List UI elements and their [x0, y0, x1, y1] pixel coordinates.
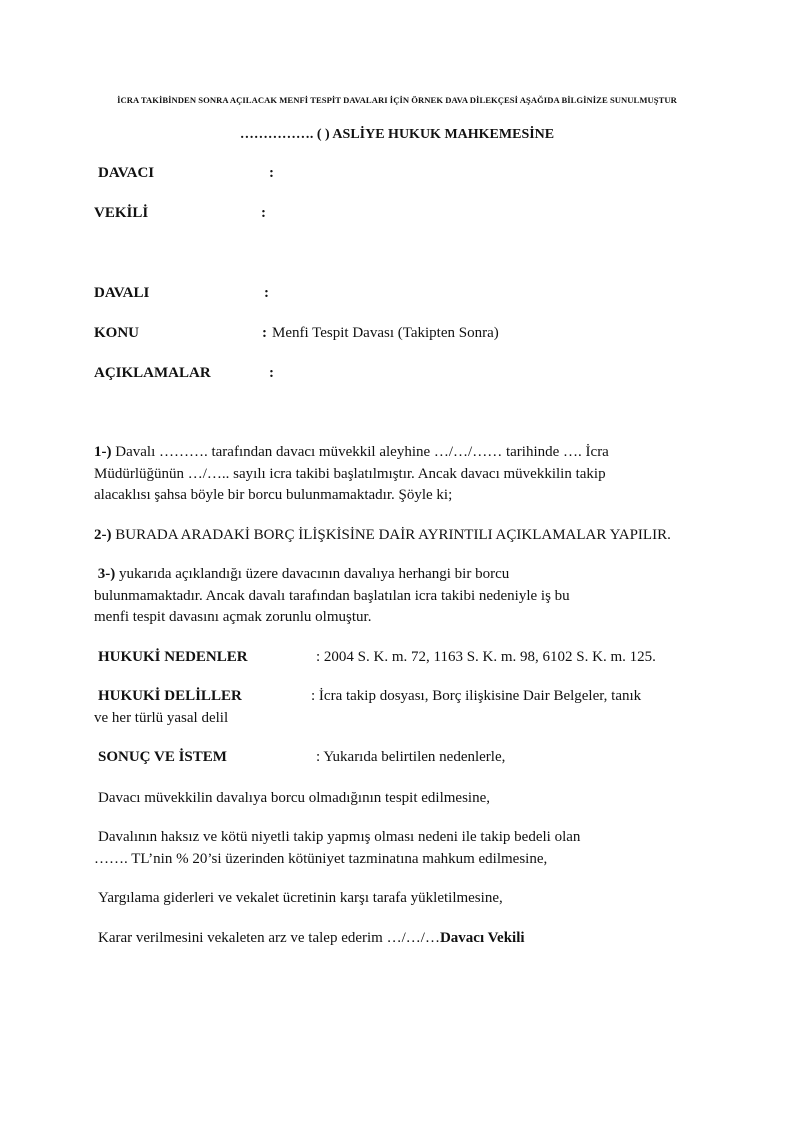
- hukuki-nedenler-value: : 2004 S. K. m. 72, 1163 S. K. m. 98, 6102 S. K. m. 125.: [316, 649, 656, 665]
- davali-label: DAVALI: [94, 285, 150, 301]
- paragraph-3: [94, 564, 709, 629]
- request-2-line-1: Davalının haksız ve kötü niyetli takip yapmış olması nedeni ile takip bedeli olan: [98, 829, 581, 845]
- paragraph-1-line-1: Davalı ………. tarafından davacı müvekkil aleyhine …/…/…… tarihinde …. İcra: [115, 444, 609, 460]
- hukuki-deliller-value-line-2: ve her türlü yasal delil: [94, 710, 229, 726]
- davaci-label: DAVACI: [98, 165, 155, 181]
- paragraph-2: [94, 525, 709, 547]
- request-1: Davacı müvekkilin davalıya borcu olmadığının tespit edilmesine,: [98, 790, 490, 806]
- paragraph-1-line-3: alacaklısı şahsa böyle bir borcu bulunmamaktadır. Şöyle ki;: [94, 487, 453, 503]
- sonuc-ve-istem-value: : Yukarıda belirtilen nedenlerle,: [316, 749, 506, 765]
- document-heading: İCRA TAKİBİNDEN SONRA AÇILACAK MENFİ TESPİT DAVALARI İÇİN ÖRNEK DAVA DİLEKÇESİ AŞAĞIDA BİLGİNİZE SUNULMUŞTUR: [117, 95, 677, 105]
- paragraph-2-number: 2-): [94, 527, 112, 543]
- hukuki-deliller-label: HUKUKİ DELİLLER: [98, 688, 242, 704]
- paragraph-1: [94, 442, 709, 507]
- sonuc-ve-istem-label: SONUÇ VE İSTEM: [98, 749, 227, 765]
- request-2-line-2: ……. TL’nin % 20’si üzerinden kötüniyet tazminatına mahkum edilmesine,: [94, 851, 548, 867]
- court-title: ……………. ( ) ASLİYE HUKUK MAHKEMESİNE: [239, 127, 555, 142]
- aciklamalar-colon: :: [269, 365, 274, 381]
- paragraph-3-line-3: menfi tespit davasını açmak zorunlu olmuştur.: [94, 609, 372, 625]
- davali-colon: :: [264, 285, 269, 301]
- konu-label: KONU: [94, 325, 139, 341]
- request-4-text: Karar verilmesini vekaleten arz ve talep ederim …/…/…: [98, 930, 440, 946]
- request-4: [98, 930, 525, 947]
- signature-label: Davacı Vekili: [439, 930, 525, 946]
- paragraph-3-number: 3-): [97, 566, 116, 582]
- paragraph-3-line-1: yukarıda açıklandığı üzere davacının davalıya herhangi bir borcu: [119, 566, 510, 582]
- paragraph-1-line-2: Müdürlüğünün …/….. sayılı icra takibi başlatılmıştır. Ancak davacı müvekkilin takip: [94, 465, 606, 482]
- vekili-colon: :: [261, 205, 266, 221]
- paragraph-2-text: BURADA ARADAKİ BORÇ İLİŞKİSİNE DAİR AYRINTILI AÇIKLAMALAR YAPILIR.: [115, 527, 671, 543]
- paragraph-3-line-2: bulunmamaktadır. Ancak davalı tarafından başlatılan icra takibi nedeniyle iş bu: [94, 587, 570, 604]
- aciklamalar-label: AÇIKLAMALAR: [94, 365, 211, 381]
- paragraph-1-number: 1-): [94, 444, 112, 460]
- konu-value: Menfi Tespit Davası (Takipten Sonra): [272, 325, 499, 341]
- request-3: Yargılama giderleri ve vekalet ücretinin karşı tarafa yükletilmesine,: [98, 890, 503, 906]
- konu-colon: :: [262, 325, 267, 341]
- vekili-label: VEKİLİ: [94, 205, 149, 221]
- hukuki-deliller-value: : İcra takip dosyası, Borç ilişkisine Dair Belgeler, tanık: [311, 688, 642, 704]
- hukuki-nedenler-label: HUKUKİ NEDENLER: [98, 649, 248, 665]
- davaci-colon: :: [269, 165, 274, 181]
